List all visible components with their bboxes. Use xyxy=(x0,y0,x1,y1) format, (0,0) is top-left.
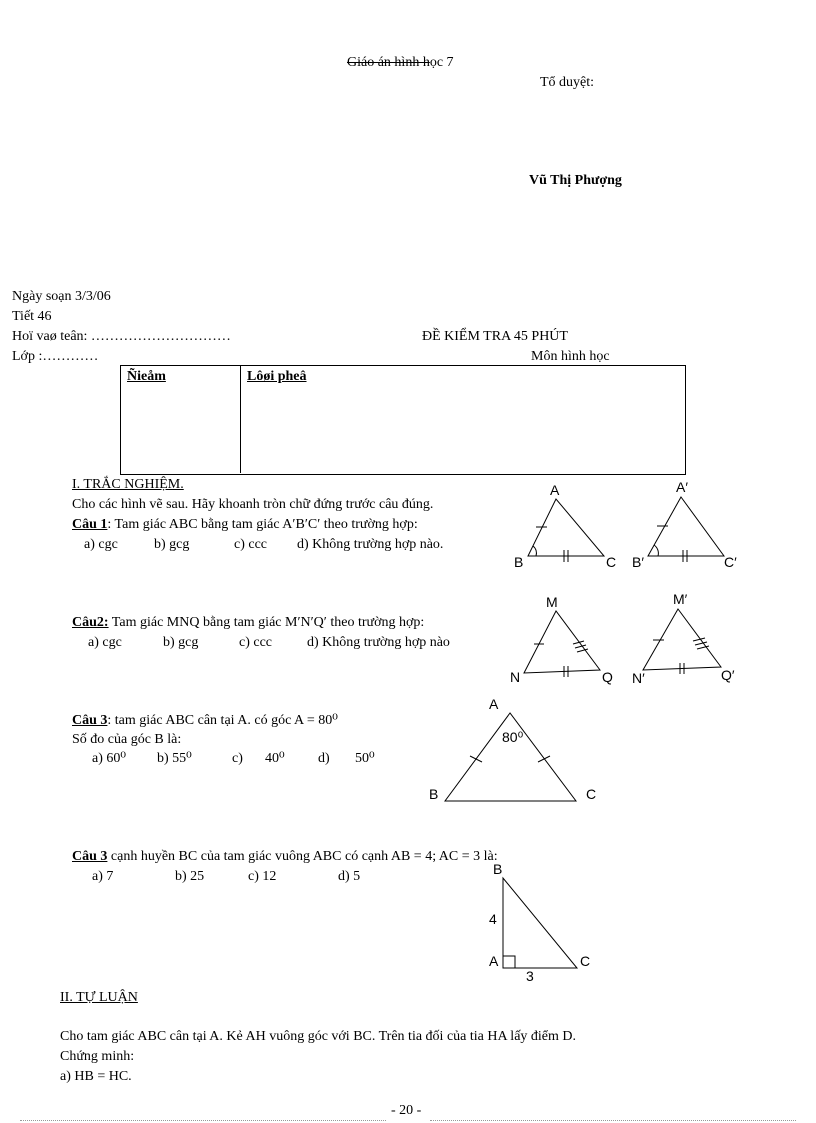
exam-title: ĐỀ KIỂM TRA 45 PHÚT xyxy=(422,329,568,344)
q2-option-c[interactable]: c) ccc xyxy=(239,635,273,650)
to-duyet-label: Tổ duyệt: xyxy=(540,75,595,90)
label-qp: Q′ xyxy=(721,667,735,683)
q4-option-c[interactable]: c) 12 xyxy=(248,869,277,884)
q4-option-b[interactable]: b) 25 xyxy=(175,869,205,884)
part2-prove: Chứng minh: xyxy=(60,1049,135,1064)
loi-phe-label: Lôøi pheâ xyxy=(247,369,307,384)
q3-text: : tam giác ABC cân tại A. có góc A = 80⁰ xyxy=(107,713,338,728)
label-c: C xyxy=(606,554,617,570)
q1-label: Câu 1 xyxy=(72,517,108,532)
course-title-struck: Giáo án hình h xyxy=(347,55,430,70)
triangle-apbpcp-q1 xyxy=(648,497,724,562)
label-c-q4: C xyxy=(580,953,591,969)
q2-text: Tam giác MNQ bằng tam giác M′N′Q′ theo trường hợp: xyxy=(108,615,425,630)
label-q: Q xyxy=(602,669,613,685)
lop: Lớp :………… xyxy=(12,349,99,364)
teacher-name: Vũ Thị Phượng xyxy=(529,173,622,188)
triangle-mnq-q2 xyxy=(524,611,600,677)
label-np: N′ xyxy=(632,670,645,686)
q1-option-c[interactable]: c) ccc xyxy=(234,537,268,552)
triangle-right-shape xyxy=(503,878,577,968)
page-number: - 20 - xyxy=(391,1103,422,1118)
q2-option-a[interactable]: a) cgc xyxy=(88,635,122,650)
tick-mpqp-2 xyxy=(695,642,707,645)
label-cp: C′ xyxy=(724,554,737,570)
label-ap: A′ xyxy=(676,479,688,495)
label-b: B xyxy=(514,554,524,570)
angle-b-arc xyxy=(533,546,536,556)
angle-a-value: 80⁰ xyxy=(502,729,524,745)
q4-text: cạnh huyền BC của tam giác vuông ABC có cạnh AB = 4; AC = 3 là: xyxy=(107,849,498,864)
part1-instruction: Cho các hình vẽ sau. Hãy khoanh tròn chữ đứng trước câu đúng. xyxy=(72,497,434,512)
triangle-isosceles-q3 xyxy=(445,713,576,801)
q4-option-d[interactable]: d) 5 xyxy=(338,869,361,884)
right-angle-mark xyxy=(503,956,515,968)
diem-label: Ñieåm xyxy=(127,369,166,384)
label-a-q4: A xyxy=(489,953,499,969)
q3-label: Câu 3 xyxy=(72,713,108,728)
q4-label: Câu 3 xyxy=(72,849,108,864)
triangle-abc-q1 xyxy=(528,499,604,562)
length-ac: 3 xyxy=(526,968,534,984)
triangle-mnq-shape xyxy=(524,611,600,673)
label-mp: M′ xyxy=(673,591,688,607)
q4-option-a[interactable]: a) 7 xyxy=(92,869,114,884)
tick-ab-q3 xyxy=(470,756,482,762)
q3-option-c[interactable]: c) xyxy=(232,751,243,766)
part2-item-a: a) HB = HC. xyxy=(60,1069,132,1084)
part1-title: I. TRẮC NGHIỆM. xyxy=(72,477,184,492)
length-ab: 4 xyxy=(489,911,497,927)
course-title-rest: ọc 7 xyxy=(429,55,454,70)
q1-option-d[interactable]: d) Không trường hợp nào. xyxy=(297,537,444,552)
q3-option-d-value: 50⁰ xyxy=(355,751,375,766)
angle-bp-arc xyxy=(654,545,658,556)
triangle-isosceles-shape xyxy=(445,713,576,801)
q1-option-a[interactable]: a) cgc xyxy=(84,537,118,552)
label-b-q4: B xyxy=(493,861,503,877)
q3-option-a[interactable]: a) 60⁰ xyxy=(92,751,126,766)
triangle-mpnpqp-q2 xyxy=(643,609,721,674)
ngay-soan: Ngày soạn 3/3/06 xyxy=(12,289,111,304)
q1-option-b[interactable]: b) gcg xyxy=(154,537,190,552)
q3-subtext: Số đo của góc B là: xyxy=(72,732,182,747)
label-a: A xyxy=(550,482,560,498)
q3-option-c-value: 40⁰ xyxy=(265,751,285,766)
q1-text: : Tam giác ABC bằng tam giác A′B′C′ theo trường hợp: xyxy=(107,517,418,532)
footer-rule-left xyxy=(20,1120,386,1121)
label-m: M xyxy=(546,594,558,610)
tiet: Tiết 46 xyxy=(12,309,52,324)
q3-option-d[interactable]: d) xyxy=(318,751,330,766)
label-a-q3: A xyxy=(489,696,499,712)
subject: Môn hình học xyxy=(531,349,610,364)
part2-title: II. TỰ LUẬN xyxy=(60,990,138,1005)
ho-va-ten: Hoï vaø teân: ………………………… xyxy=(12,329,231,344)
q2-label: Câu2: xyxy=(72,615,109,630)
tick-mq-2 xyxy=(575,645,586,648)
label-n: N xyxy=(510,669,521,685)
q3-option-b[interactable]: b) 55⁰ xyxy=(157,751,192,766)
label-b-q3: B xyxy=(429,786,439,802)
label-c-q3: C xyxy=(586,786,597,802)
part2-problem: Cho tam giác ABC cân tại A. Kẻ AH vuông góc với BC. Trên tia đối của tia HA lấy điểm D. xyxy=(60,1029,577,1044)
tick-ac-q3 xyxy=(538,756,550,762)
q2-option-b[interactable]: b) gcg xyxy=(163,635,199,650)
triangle-right-q4 xyxy=(503,878,577,968)
footer-rule-right xyxy=(430,1120,796,1121)
tick-mpqp-1 xyxy=(693,638,705,641)
label-bp: B′ xyxy=(632,554,644,570)
q2-option-d[interactable]: d) Không trường hợp nào xyxy=(307,635,450,650)
